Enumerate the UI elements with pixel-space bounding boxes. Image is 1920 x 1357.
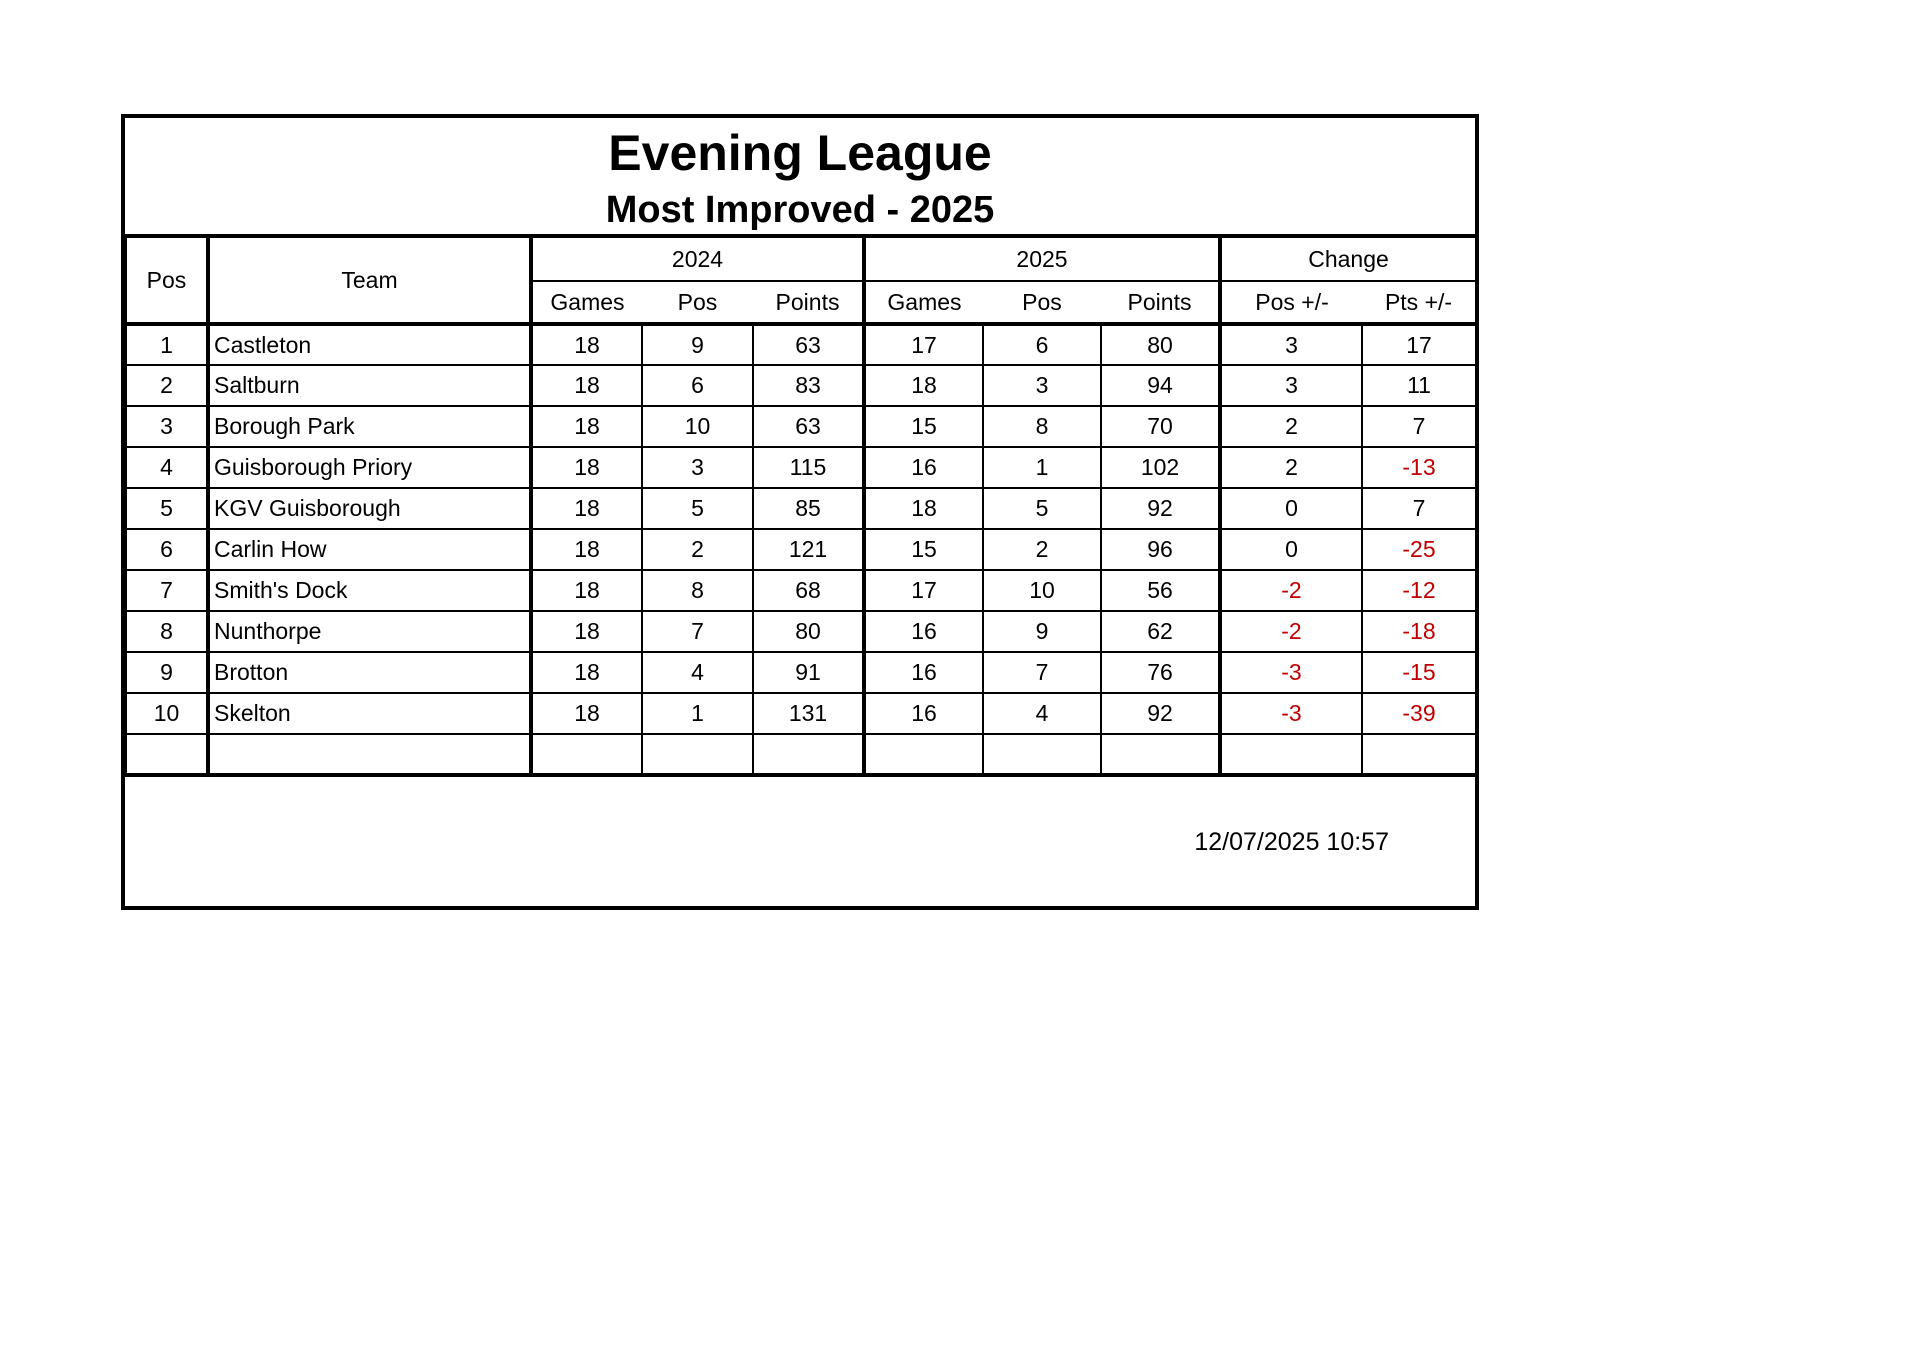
row-pos-change: -2: [1220, 611, 1362, 652]
table-row: [126, 324, 1476, 365]
row-pos-2025: 3: [983, 365, 1101, 406]
row-pos-change: -3: [1220, 693, 1362, 734]
row-pts-change: -13: [1362, 447, 1476, 488]
row-pos: 4: [126, 447, 208, 488]
row-pos: 3: [126, 406, 208, 447]
row-pos: 7: [126, 570, 208, 611]
row-pos-2025: 4: [983, 693, 1101, 734]
row-games-2025: 15: [864, 406, 983, 447]
row-games-2024: 18: [531, 488, 642, 529]
row-pos: 2: [126, 365, 208, 406]
row-pos-change: 2: [1220, 406, 1362, 447]
row-pos: 1: [126, 324, 208, 365]
row-pos-change: -2: [1220, 570, 1362, 611]
row-pos-change: 0: [1220, 529, 1362, 570]
row-team: Guisborough Priory: [208, 447, 531, 488]
row-games-2025: 18: [864, 365, 983, 406]
row-points-2024: 83: [753, 365, 864, 406]
row-points-2024: 63: [753, 324, 864, 365]
row-points-2025: 76: [1101, 652, 1220, 693]
row-team: Smith's Dock: [208, 570, 531, 611]
row-pos-2024: 8: [642, 570, 753, 611]
row-pos-2024: 10: [642, 406, 753, 447]
row-team: KGV Guisborough: [208, 488, 531, 529]
header-games-2025: Games: [864, 281, 983, 324]
row-team: Brotton: [208, 652, 531, 693]
row-games-2025: 18: [864, 488, 983, 529]
header-team: Team: [208, 238, 531, 324]
row-pts-change: 11: [1362, 365, 1476, 406]
table-row: [126, 652, 1476, 693]
row-games-2025: 16: [864, 693, 983, 734]
header-pos-2025: Pos: [983, 281, 1101, 324]
row-pos-2025: 9: [983, 611, 1101, 652]
row-pos-2024: 9: [642, 324, 753, 365]
row-pts-change: -15: [1362, 652, 1476, 693]
row-pos-change: 3: [1220, 365, 1362, 406]
row-points-2024: 63: [753, 406, 864, 447]
table-row: [126, 529, 1476, 570]
page-subtitle: Most Improved - 2025: [605, 189, 995, 231]
row-team: Borough Park: [208, 406, 531, 447]
row-points-2025: 92: [1101, 693, 1220, 734]
row-points-2025: 62: [1101, 611, 1220, 652]
row-games-2024: 18: [531, 570, 642, 611]
row-games-2025: 17: [864, 324, 983, 365]
table-row: [126, 693, 1476, 734]
row-team: [208, 734, 531, 775]
timestamp: 12/07/2025 10:57: [1194, 828, 1389, 856]
row-games-2024: 18: [531, 447, 642, 488]
row-pos-2025: 5: [983, 488, 1101, 529]
row-points-2024: 91: [753, 652, 864, 693]
row-points-2025: 102: [1101, 447, 1220, 488]
row-team: Saltburn: [208, 365, 531, 406]
header-games-2024: Games: [531, 281, 642, 324]
row-pts-change: -12: [1362, 570, 1476, 611]
row-games-2024: 18: [531, 406, 642, 447]
row-points-2025: 96: [1101, 529, 1220, 570]
row-points-2025: 92: [1101, 488, 1220, 529]
row-points-2025: 70: [1101, 406, 1220, 447]
table-row: [126, 406, 1476, 447]
row-pos: 5: [126, 488, 208, 529]
row-pts-change: -39: [1362, 693, 1476, 734]
row-pos-change: 3: [1220, 324, 1362, 365]
header-pos-change: Pos +/-: [1220, 281, 1362, 324]
row-games-2024: 18: [531, 324, 642, 365]
row-pts-change: -25: [1362, 529, 1476, 570]
header-points-2024: Points: [753, 281, 864, 324]
row-pos: 8: [126, 611, 208, 652]
row-pos-2025: 7: [983, 652, 1101, 693]
row-points-2024: 131: [753, 693, 864, 734]
row-points-2024: 80: [753, 611, 864, 652]
header-pos: Pos: [126, 238, 208, 324]
row-points-2024: 85: [753, 488, 864, 529]
row-points-2025: 56: [1101, 570, 1220, 611]
table-row: [126, 570, 1476, 611]
row-pos-2024: 1: [642, 693, 753, 734]
row-pos-2024: 6: [642, 365, 753, 406]
row-pos-2025: [983, 734, 1101, 775]
row-pos-2025: 1: [983, 447, 1101, 488]
row-points-2024: 68: [753, 570, 864, 611]
table-row: [126, 447, 1476, 488]
row-games-2024: 18: [531, 529, 642, 570]
row-pos-2025: 8: [983, 406, 1101, 447]
row-pos-change: -3: [1220, 652, 1362, 693]
row-pos-2025: 2: [983, 529, 1101, 570]
header-pts-change: Pts +/-: [1362, 281, 1476, 324]
row-pos-2024: 7: [642, 611, 753, 652]
row-points-2025: 80: [1101, 324, 1220, 365]
row-team: Nunthorpe: [208, 611, 531, 652]
row-pos-2025: 6: [983, 324, 1101, 365]
row-pts-change: [1362, 734, 1476, 775]
row-pos: 6: [126, 529, 208, 570]
row-pts-change: -18: [1362, 611, 1476, 652]
row-pos-2024: 5: [642, 488, 753, 529]
header-year-2024: 2024: [531, 238, 864, 281]
header-change: Change: [1220, 238, 1476, 281]
row-pos-change: [1220, 734, 1362, 775]
row-games-2024: 18: [531, 652, 642, 693]
row-team: Castleton: [208, 324, 531, 365]
standings-body: [126, 324, 1476, 775]
table-row: [126, 734, 1476, 775]
row-games-2024: 18: [531, 693, 642, 734]
row-games-2025: 16: [864, 611, 983, 652]
row-games-2024: [531, 734, 642, 775]
row-games-2025: 15: [864, 529, 983, 570]
row-games-2025: 16: [864, 652, 983, 693]
row-pos-2024: 4: [642, 652, 753, 693]
header-points-2025: Points: [1101, 281, 1220, 324]
row-points-2024: [753, 734, 864, 775]
row-games-2025: [864, 734, 983, 775]
row-points-2025: 94: [1101, 365, 1220, 406]
row-games-2024: 18: [531, 365, 642, 406]
row-team: Carlin How: [208, 529, 531, 570]
table-row: [126, 365, 1476, 406]
header-year-2025: 2025: [864, 238, 1220, 281]
league-sheet: [121, 114, 1479, 910]
row-points-2024: 115: [753, 447, 864, 488]
row-pts-change: 7: [1362, 488, 1476, 529]
row-pos: 9: [126, 652, 208, 693]
footer: [125, 777, 1475, 863]
row-pos-change: 2: [1220, 447, 1362, 488]
row-pos-2024: 3: [642, 447, 753, 488]
title-block: [125, 118, 1475, 238]
row-points-2025: [1101, 734, 1220, 775]
row-games-2025: 17: [864, 570, 983, 611]
row-pos: [126, 734, 208, 775]
table-row: [126, 611, 1476, 652]
row-pts-change: 17: [1362, 324, 1476, 365]
row-pos-2025: 10: [983, 570, 1101, 611]
row-points-2024: 121: [753, 529, 864, 570]
header-pos-2024: Pos: [642, 281, 753, 324]
row-pos-2024: [642, 734, 753, 775]
page-title: Evening League: [608, 125, 992, 181]
table-row: [126, 488, 1476, 529]
row-games-2025: 16: [864, 447, 983, 488]
row-pos: 10: [126, 693, 208, 734]
row-pts-change: 7: [1362, 406, 1476, 447]
row-games-2024: 18: [531, 611, 642, 652]
row-pos-2024: 2: [642, 529, 753, 570]
standings-table: [125, 238, 1477, 777]
row-pos-change: 0: [1220, 488, 1362, 529]
row-team: Skelton: [208, 693, 531, 734]
